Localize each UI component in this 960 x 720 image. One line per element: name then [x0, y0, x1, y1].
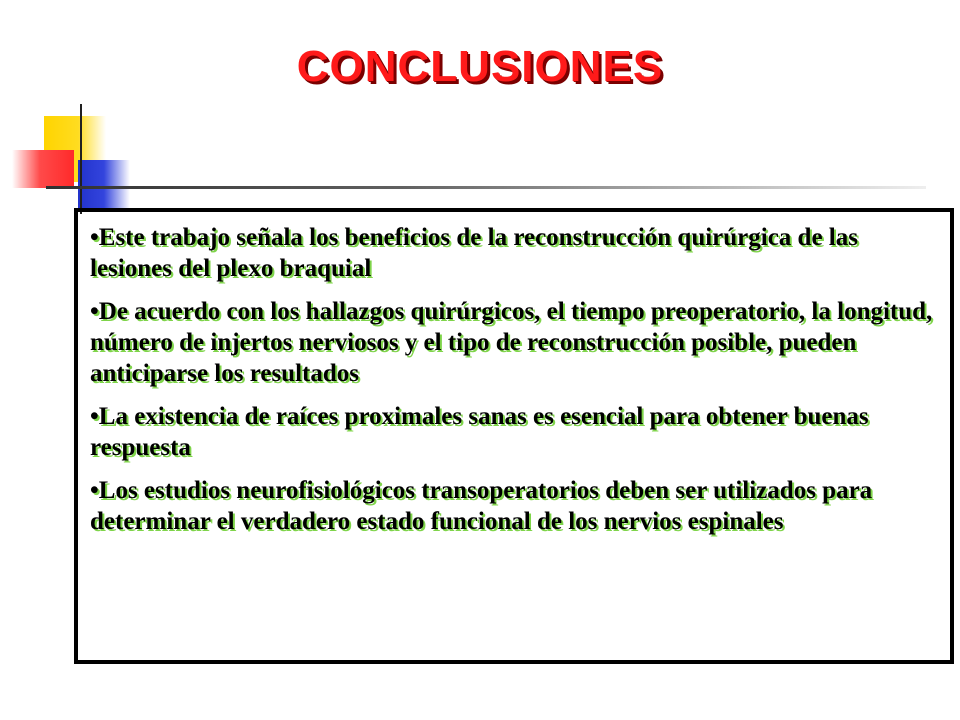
bullet-marker: •: [90, 224, 99, 251]
red-bar-decoration: [12, 150, 74, 188]
blue-square-decoration: [78, 160, 130, 208]
bullet-text: De acuerdo con los hallazgos quirúrgicos, el tiempo preoperatorio, la longitud, número de injertos nerviosos y el tipo de reconstrucción posible, pueden anticiparse los resultados: [90, 298, 933, 387]
bullet-item: [90, 401, 944, 463]
bullet-marker: •: [90, 403, 99, 430]
vertical-rule: [80, 104, 82, 214]
bullet-marker: •: [90, 298, 99, 325]
bullet-marker: •: [90, 477, 99, 504]
slide-title: CONCLUSIONES: [296, 42, 664, 91]
conclusions-box: [74, 208, 954, 664]
horizontal-rule: [46, 186, 926, 189]
bullet-text: Este trabajo señala los beneficios de la reconstrucción quirúrgica de las lesiones del plexo braquial: [90, 224, 858, 282]
bullet-text: La existencia de raíces proximales sanas es esencial para obtener buenas respuesta: [90, 403, 869, 461]
bullet-item: [90, 296, 944, 389]
bullet-item: [90, 222, 944, 284]
bullet-text: Los estudios neurofisiológicos transoperatorios deben ser utilizados para determinar el verdadero estado funcional de los nervios espinales: [90, 477, 873, 535]
bullet-item: [90, 475, 944, 537]
